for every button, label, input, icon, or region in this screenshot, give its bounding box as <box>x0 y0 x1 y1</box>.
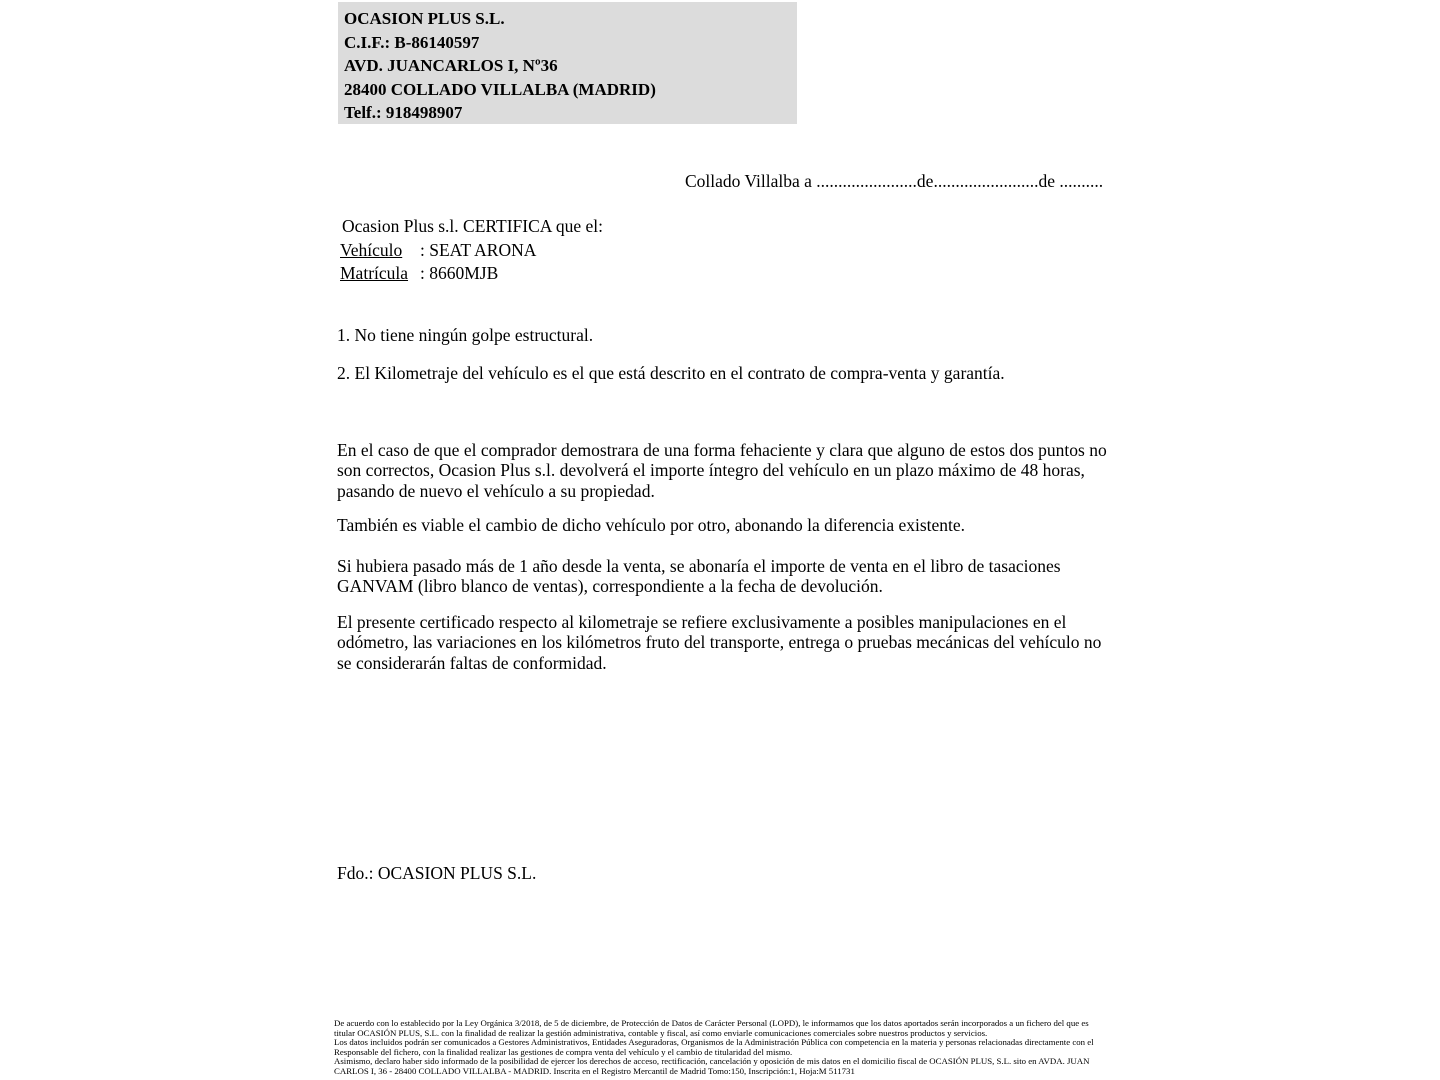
paragraph-refund: En el caso de que el comprador demostrara de una forma fehaciente y clara que alguno de estos dos puntos no son correctos, Ocasion Plus s.l. devolverá el importe íntegro del vehículo en un plazo máximo de 48 horas, pasando de nuevo el vehículo a su propiedad. <box>337 440 1107 501</box>
plate-label-wrap <box>340 263 420 284</box>
company-address: AVD. JUANCARLOS I, Nº36 <box>344 56 558 75</box>
paragraph-ganvam: Si hubiera pasado más de 1 año desde la venta, se abonaría el importe de venta en el libro de tasaciones GANVAM (libro blanco de ventas), correspondiente a la fecha de devolución. <box>337 556 1061 597</box>
plate-row <box>340 263 498 284</box>
signature-line: Fdo.: OCASION PLUS S.L. <box>337 863 537 883</box>
plate-label: Matrícula <box>340 263 409 283</box>
company-cif: C.I.F.: B-86140597 <box>344 32 480 52</box>
paragraph-odometer: El presente certificado respecto al kilometraje se refiere exclusivamente a posibles manipulaciones en el odómetro, las variaciones en los kilómetros fruto del transporte, entrega o pruebas mecánicas del vehículo no se considerarán faltas de conformidad. <box>337 612 1102 673</box>
company-header-box <box>338 2 797 124</box>
legal-footer <box>334 1019 1100 1077</box>
company-city: 28400 COLLADO VILLALBA (MADRID) <box>344 79 656 99</box>
vehicle-value: : SEAT ARONA <box>420 240 537 260</box>
date-line: Collado Villalba a .......................de........................de .......... <box>685 171 1104 191</box>
plate-value: : 8660MJB <box>420 263 499 283</box>
company-phone: Telf.: 918498907 <box>344 103 463 122</box>
legal-paragraph-rights: Asimismo, declaro haber sido informado de la posibilidad de ejercer los derechos de acceso, rectificación, cancelación y oposición de mis datos en el domicilio fiscal de OCASIÓN PLUS, S.L. sito en AVDA. JUAN CARLOS I, 36 - 28400 COLLADO VILLALBA - MADRID. Inscrita en el Registro Mercantil de Madrid Tomo:150, Inscripción:1, Hoja:M 511731 <box>334 1056 1090 1076</box>
legal-paragraph-sharing: Los datos incluidos podrán ser comunicados a Gestores Administrativos, Entidades Aseguradoras, Organismos de la Administración Pública con competencia en la materia y personas relacionadas directamente con el Responsable del fichero, con la finalidad realizar las gestiones de compra venta del vehículo y el cambio de titularidad del mismo. <box>334 1037 1094 1057</box>
paragraph-exchange: También es viable el cambio de dicho vehículo por otro, abonando la diferencia existente. <box>337 515 966 535</box>
certification-intro: Ocasion Plus s.l. CERTIFICA que el: <box>342 216 603 236</box>
point-mileage: 2. El Kilometraje del vehículo es el que está descrito en el contrato de compra-venta y garantía. <box>337 363 1005 383</box>
vehicle-row <box>340 240 536 261</box>
company-name: OCASION PLUS S.L. <box>344 9 505 28</box>
vehicle-label: Vehículo <box>340 240 403 260</box>
vehicle-label-wrap <box>340 240 420 261</box>
legal-paragraph-lopd: De acuerdo con lo establecido por la Ley Orgánica 3/2018, de 5 de diciembre, de Protección de Datos de Carácter Personal (LOPD), le informamos que los datos aportados serán incorporados a un fichero del que es titular OCASIÓN PLUS, S.L. con la finalidad de realizar la gestión administrativa, contable y fiscal, así como enviarle comunicaciones comerciales sobre nuestros productos y servicios. <box>334 1018 1089 1038</box>
point-no-structural-damage: 1. No tiene ningún golpe estructural. <box>337 325 594 345</box>
